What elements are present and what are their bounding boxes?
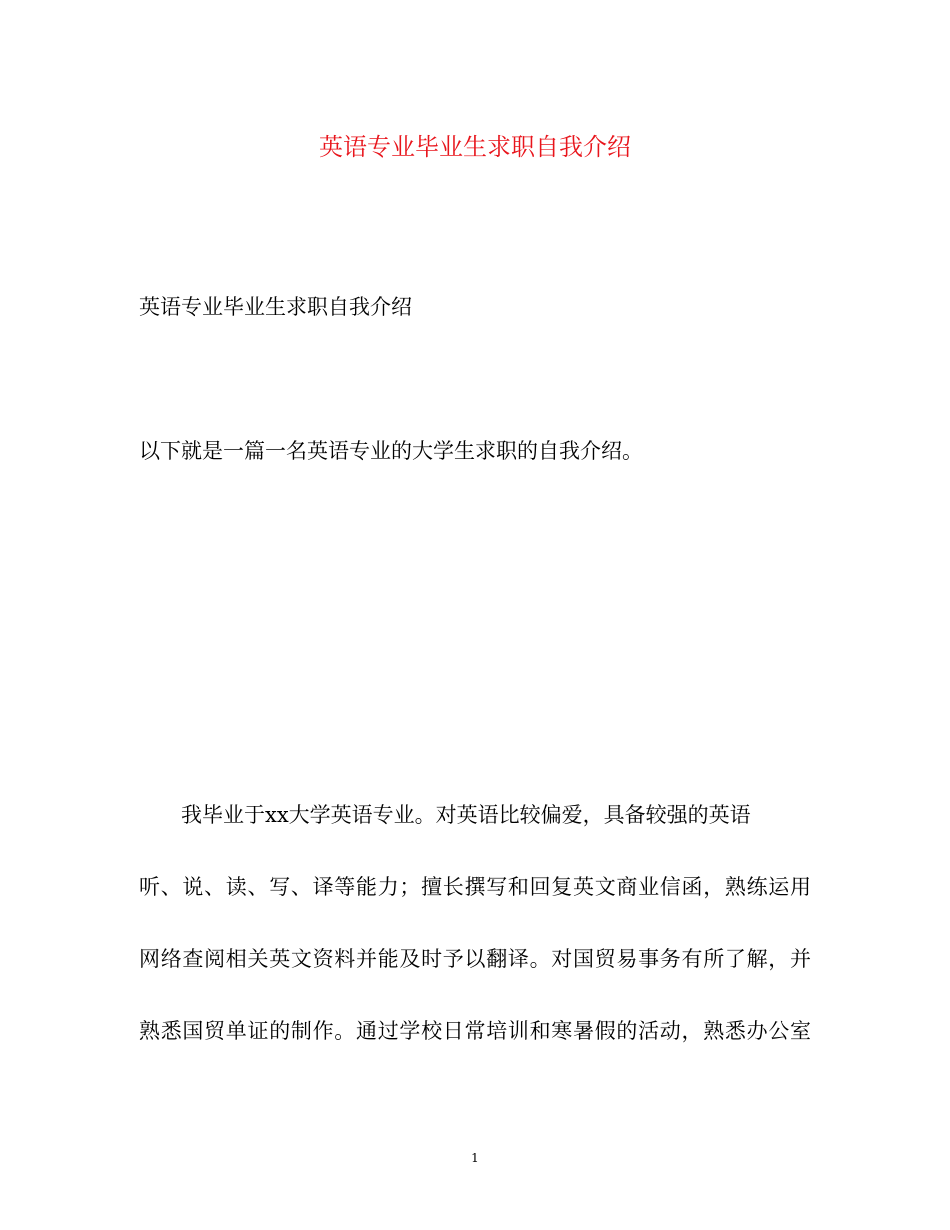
- paragraph-line-1: 我毕业于xx大学英语专业。对英语比较偏爱，具备较强的英语: [181, 803, 751, 827]
- paragraph-line-3: 网络查阅相关英文资料并能及时予以翻译。对国贸易事务有所了解，并: [139, 947, 811, 971]
- subtitle: 英语专业毕业生求职自我介绍: [139, 295, 412, 319]
- paragraph-line-4: 熟悉国贸单证的制作。通过学校日常培训和寒暑假的活动，熟悉办公室: [139, 1019, 811, 1043]
- page-title: 英语专业毕业生求职自我介绍: [319, 133, 631, 161]
- page-number: 1: [471, 1151, 479, 1165]
- paragraph-line-2: 听、说、读、写、译等能力；擅长撰写和回复英文商业信函，熟练运用: [139, 875, 811, 899]
- intro-text: 以下就是一篇一名英语专业的大学生求职的自我介绍。: [139, 439, 643, 463]
